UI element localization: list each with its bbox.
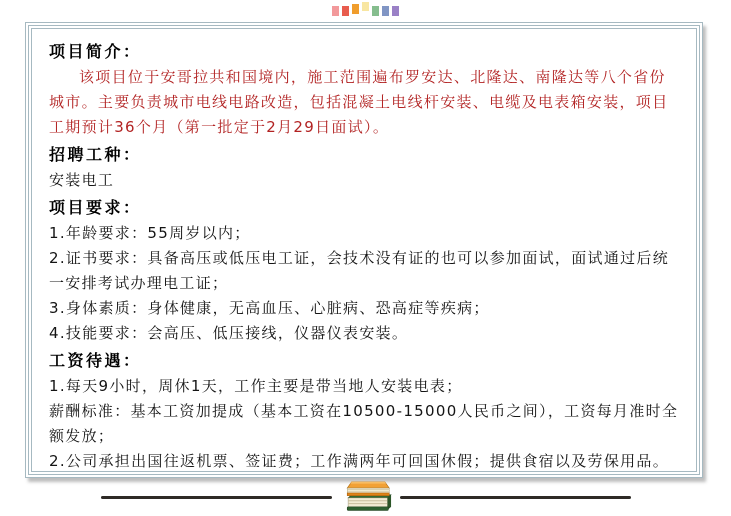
requirement-item: 3.身体素质：身体健康，无高血压、心脏病、恐高症等疾病；	[49, 299, 490, 317]
bottom-divider-right	[400, 496, 631, 499]
color-square	[342, 6, 349, 16]
intro-paragraph: 该项目位于安哥拉共和国境内，施工范围遍布罗安达、北隆达、南隆达等八个省份城市。主要负责城市电线电路改造，包括混凝土电线杆安装、电缆及电表箱安装，项目工期预计36个月（第一批定于2月29日面试）。	[49, 68, 669, 136]
bottom-divider-left	[101, 496, 332, 499]
frame-middle-border	[28, 25, 700, 475]
intro-heading: 项目简介：	[49, 42, 142, 61]
recruit-job: 安装电工	[49, 171, 115, 189]
requirement-item: 2.证书要求：具备高压或低压电工证，会技术没有证的也可以参加面试，面试通过后统一安排考试办理电工证；	[49, 249, 670, 292]
requirements-heading: 项目要求：	[49, 198, 142, 217]
recruit-heading: 招聘工种：	[49, 145, 142, 164]
content-frame	[25, 22, 703, 478]
color-square	[372, 6, 379, 16]
bottom-decoration	[0, 479, 731, 515]
salary-heading: 工资待遇：	[49, 351, 142, 370]
frame-inner-border	[31, 28, 697, 472]
requirement-item: 1.年龄要求：55周岁以内；	[49, 224, 251, 242]
top-decoration	[0, 2, 731, 22]
color-square	[382, 6, 389, 16]
color-square	[392, 6, 399, 16]
books-icon	[338, 480, 394, 514]
salary-item: 1.每天9小时，周休1天，工作主要是带当地人安装电表；	[49, 377, 463, 395]
color-square	[362, 2, 369, 11]
requirement-item: 4.技能要求：会高压、低压接线，仪器仪表安装。	[49, 324, 409, 342]
frame-outer-border	[25, 22, 703, 478]
color-square	[332, 6, 339, 16]
color-square	[352, 4, 359, 14]
salary-item: 薪酬标准：基本工资加提成（基本工资在10500-15000人民币之间），工资每月准时全额发放；	[49, 402, 679, 445]
salary-item: 2.公司承担出国往返机票、签证费；工作满两年可回国休假；提供食宿以及劳保用品。	[49, 452, 670, 470]
